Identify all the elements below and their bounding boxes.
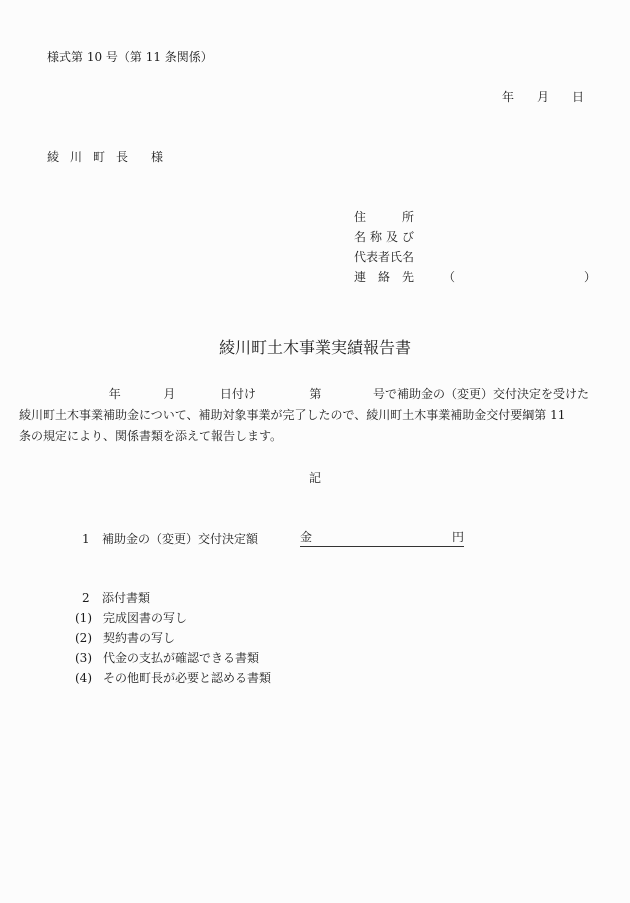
blank-before-number xyxy=(256,384,309,405)
name-row-2 xyxy=(354,247,596,267)
attachment-index: (2) xyxy=(75,631,92,645)
contact-label xyxy=(354,267,414,287)
body-month-label: 月 xyxy=(163,387,176,401)
attachment-item xyxy=(75,668,271,688)
body-number-prefix: 第 xyxy=(309,387,322,401)
blank-year xyxy=(19,384,109,405)
address-row xyxy=(354,207,596,227)
contact-row xyxy=(354,267,596,287)
label-char: 及 xyxy=(385,230,398,244)
label-char: 称 xyxy=(369,230,382,244)
date-month-label: 月 xyxy=(537,90,550,104)
attachment-item xyxy=(75,648,271,668)
address-label xyxy=(354,207,414,227)
label-char: 所 xyxy=(401,210,414,224)
label-char: び xyxy=(401,230,414,244)
addressee-char: 川 xyxy=(70,150,83,164)
item-2 xyxy=(75,588,272,688)
attachment-text: 完成図書の写し xyxy=(103,611,188,625)
applicant-block xyxy=(354,207,596,287)
name-label-2: 代表者氏名 xyxy=(354,250,415,264)
addressee-honorific: 様 xyxy=(151,150,164,164)
attachment-index: (3) xyxy=(75,651,92,665)
body-year-label: 年 xyxy=(108,387,121,401)
amount-field[interactable] xyxy=(300,529,464,547)
attachment-item xyxy=(75,628,271,648)
date-day-label: 日 xyxy=(572,90,585,104)
form-number: 様式第 10 号（第 11 条関係） xyxy=(47,50,213,64)
attachment-text: 契約書の写し xyxy=(103,631,176,645)
addressee-char: 綾 xyxy=(47,150,60,164)
item-2-heading xyxy=(82,588,271,608)
body-line-2: 綾川町土木事業補助金について、補助対象事業が完了したので、綾川町土木事業補助金交付要綱第 11 xyxy=(19,408,566,422)
ki-heading: 記 xyxy=(308,471,321,485)
contact-paren-close: ） xyxy=(584,270,597,284)
item-1-label: 補助金の（変更）交付決定額 xyxy=(102,532,259,546)
addressee-char: 町 xyxy=(93,150,106,164)
addressee-char: 長 xyxy=(116,150,129,164)
item-1-number: 1 xyxy=(82,532,90,546)
amount-suffix: 円 xyxy=(451,530,464,544)
document-title: 綾川町土木事業実績報告書 xyxy=(218,338,411,357)
blank-number xyxy=(321,384,373,405)
body-line-1 xyxy=(19,384,589,405)
attachment-text: その他町長が必要と認める書類 xyxy=(103,671,272,685)
item-2-label: 添付書類 xyxy=(102,591,151,605)
contact-paren-open: （ xyxy=(443,270,456,284)
blank-month xyxy=(121,384,164,405)
date-line xyxy=(502,89,584,105)
attachment-item xyxy=(75,608,271,628)
label-char: 絡 xyxy=(377,270,390,284)
item-2-number: 2 xyxy=(82,591,90,605)
name-row-1 xyxy=(354,227,596,247)
label-char: 先 xyxy=(401,270,414,284)
body-line-1-rest: 号で補助金の（変更）交付決定を受けた xyxy=(373,387,590,401)
attachment-index: (1) xyxy=(75,611,92,625)
date-year-label: 年 xyxy=(502,90,515,104)
label-char: 連 xyxy=(354,270,367,284)
blank-day xyxy=(175,384,219,405)
amount-prefix: 金 xyxy=(300,530,313,544)
addressee xyxy=(47,149,163,165)
body-day-label: 日付け xyxy=(219,387,256,401)
item-1 xyxy=(82,529,464,547)
body-line-3: 条の規定により、関係書類を添えて報告します。 xyxy=(19,429,283,443)
label-char: 住 xyxy=(354,210,367,224)
attachment-text: 代金の支払が確認できる書類 xyxy=(103,651,260,665)
label-char: 名 xyxy=(354,230,367,244)
body-paragraph xyxy=(19,384,589,447)
name-label-1 xyxy=(354,227,414,247)
attachment-index: (4) xyxy=(75,671,92,685)
